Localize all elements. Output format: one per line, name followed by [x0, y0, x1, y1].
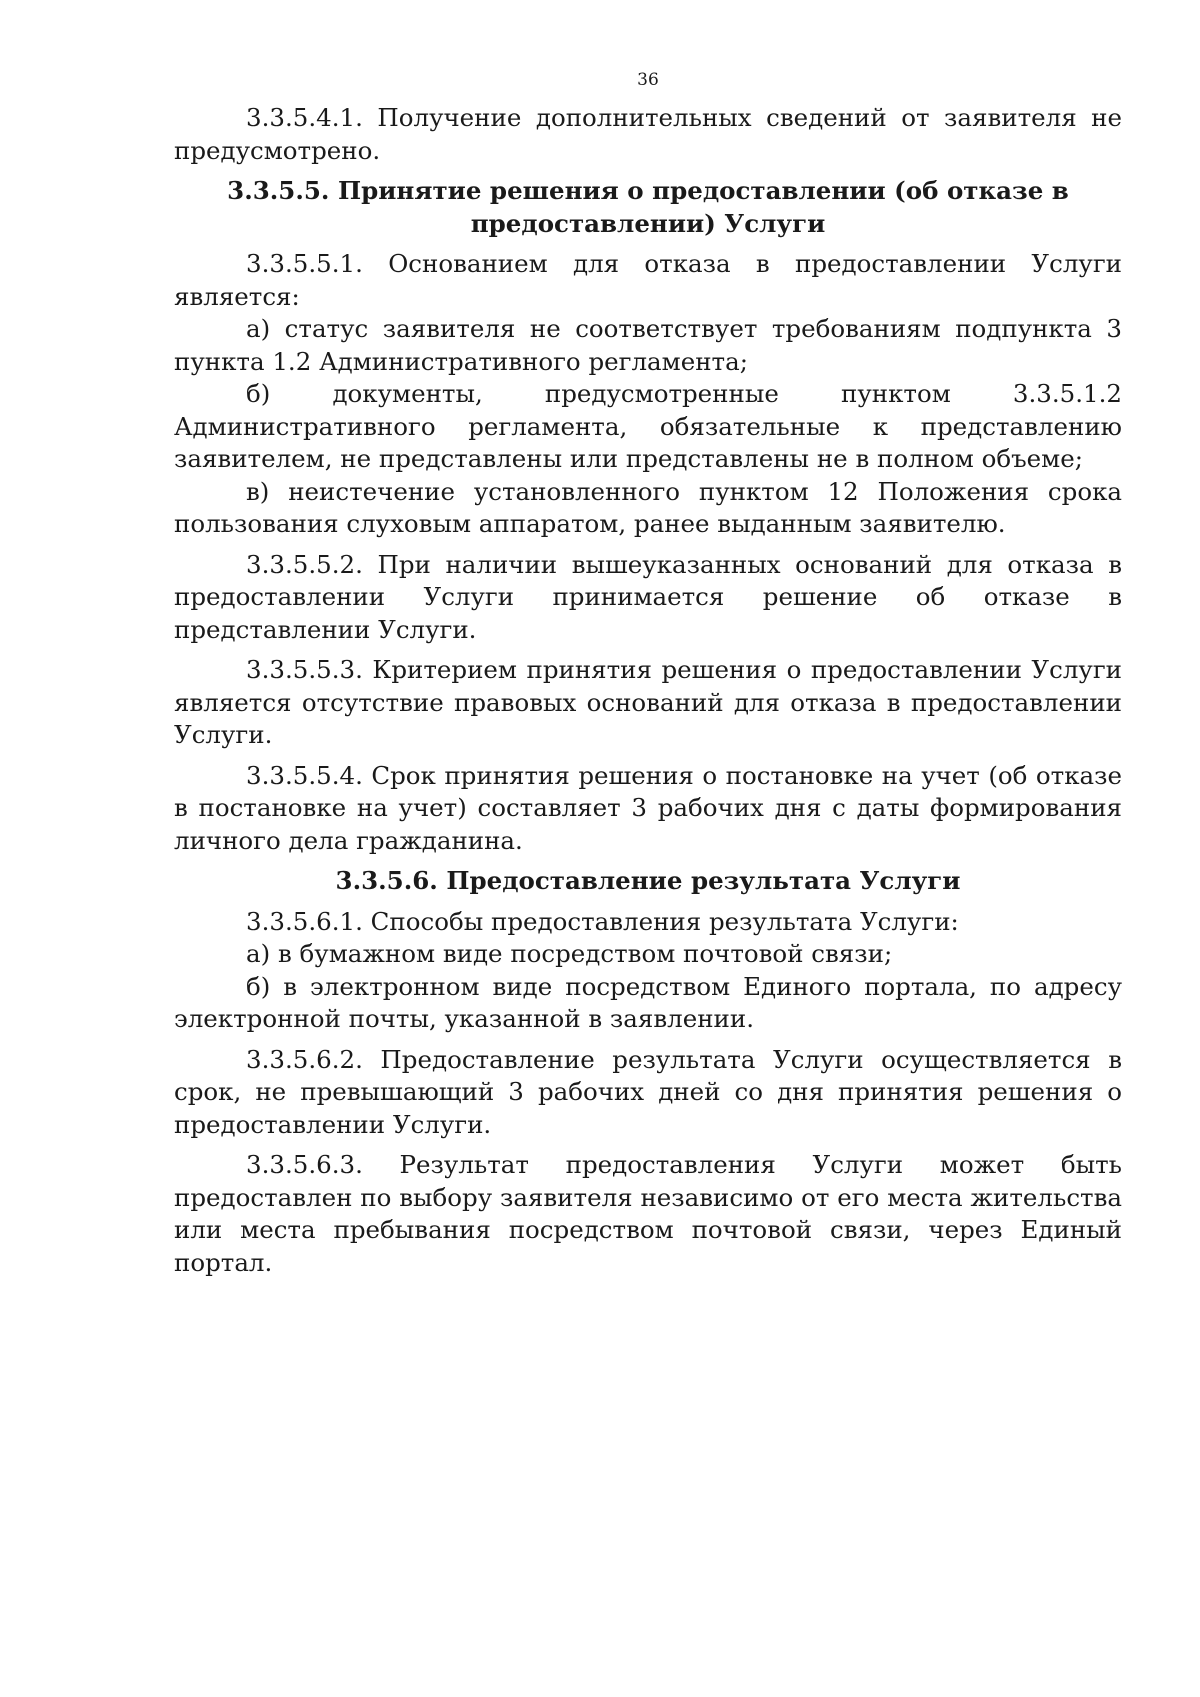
list-item-6-b: б) в электронном виде посредством Единого портала, по адресу электронной почты, указанной в заявлении. — [174, 971, 1122, 1033]
paragraph-3-3-5-5-1: 3.3.5.5.1. Основанием для отказа в предоставлении Услуги является: — [174, 249, 1122, 311]
document-page — [174, 70, 1122, 1279]
paragraph-3-3-5-6-2: 3.3.5.6.2. Предоставление результата Услуги осуществляется в срок, не превышающий 3 рабочих дней со дня принятия решения о предоставлении Услуги. — [174, 1044, 1122, 1139]
page-number: 36 — [637, 70, 659, 90]
paragraph-3-3-5-6-3: 3.3.5.6.3. Результат предоставления Услуги может быть предоставлен по выбору заявителя независимо от его места жительства или места пребывания посредством почтовой связи, через Единый портал. — [174, 1150, 1122, 1277]
paragraph-3-3-5-4-1: 3.3.5.4.1. Получение дополнительных сведений от заявителя не предусмотрено. — [174, 103, 1122, 165]
paragraph-3-3-5-5-2: 3.3.5.5.2. При наличии вышеуказанных оснований для отказа в предоставлении Услуги принимается решение об отказе в представлении Услуги. — [174, 549, 1122, 644]
paragraph-3-3-5-5-4: 3.3.5.5.4. Срок принятия решения о постановке на учет (об отказе в постановке на учет) составляет 3 рабочих дня с даты формирования личного дела гражданина. — [174, 760, 1122, 855]
list-item-a: а) статус заявителя не соответствует требованиям подпункта 3 пункта 1.2 Административного регламента; — [174, 314, 1122, 376]
list-item-6-a: а) в бумажном виде посредством почтовой связи; — [246, 939, 893, 968]
section-heading-3-3-5-6: 3.3.5.6. Предоставление результата Услуги — [335, 866, 961, 895]
section-heading-3-3-5-5-line1: 3.3.5.5. Принятие решения о предоставлении (об отказе в — [227, 176, 1069, 205]
paragraph-3-3-5-5-3: 3.3.5.5.3. Критерием принятия решения о предоставлении Услуги является отсутствие правовых оснований для отказа в предоставлении Услуги. — [174, 655, 1122, 749]
list-item-b: б) документы, предусмотренные пунктом 3.3.5.1.2 Административного регламента, обязательные к представлению заявителем, не представлены или представлены не в полном объеме; — [174, 379, 1122, 473]
paragraph-3-3-5-6-1: 3.3.5.6.1. Способы предоставления результата Услуги: — [246, 906, 959, 936]
section-heading-3-3-5-5-line2: предоставлении) Услуги — [470, 208, 826, 238]
list-item-v: в) неистечение установленного пунктом 12 Положения срока пользования слуховым аппаратом, ранее выданным заявителю. — [174, 476, 1122, 538]
section-heading-3-3-5-5 — [174, 175, 1122, 240]
